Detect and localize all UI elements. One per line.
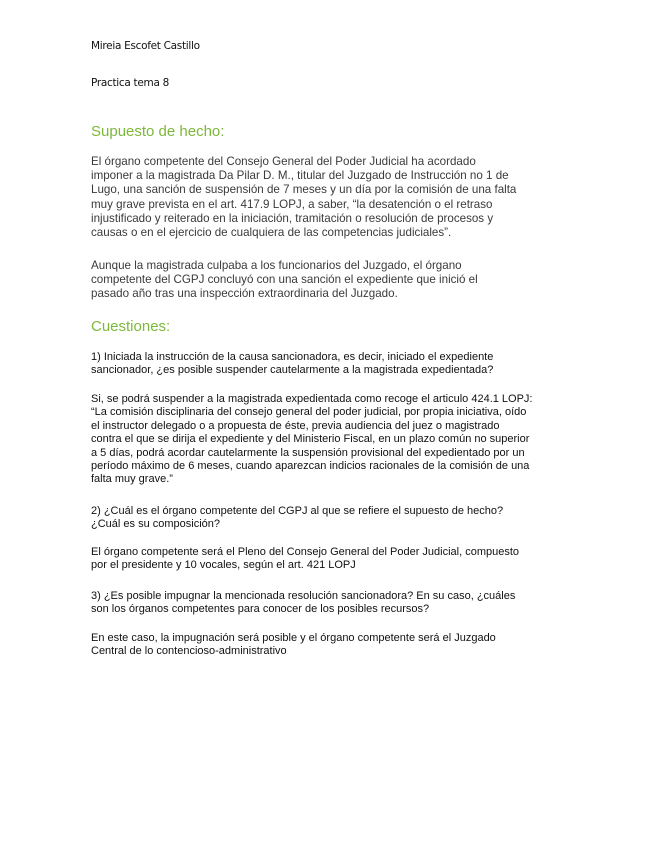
facts-paragraph-1: El órgano competente del Consejo General del Poder Judicial ha acordado imponer a la magistrada Da Pilar D. M., titular del Juzgado de Instrucción no 1 de Lugo, una sanción de suspensión de 7 meses y un día por la comisión de una falta muy grave prevista en el art. 417.9 LOPJ, a saber, “la desatención o el retraso injustificado y reiterado en la iniciación, tramitación o resolución de procesos y causas o en el ejercicio de cualquiera de las competencias judiciales”. — [91, 155, 517, 240]
answer-1: Si, se podrá suspender a la magistrada expedientada como recoge el articulo 424.1 LOPJ: “La comisión disciplinaria del consejo general del poder judicial, por propia iniciativa, oído el instructor delegado o a propuesta de éste, previa audiencia del juez o magistrado contra el que se dirija el expediente y del Ministerio Fiscal, en un plazo común no superior a 5 días, podrá acordar cautelarmente la suspensión provisional del expedientado por un período máximo de 6 meses, cuando aparezcan indicios racionales de la comisión de una falta muy grave.” — [91, 393, 533, 486]
document-subtitle: Practica tema 8 — [91, 77, 170, 89]
answer-3: En este caso, la impugnación será posible y el órgano competente será el Juzgado Central de lo contencioso-administrativo — [91, 632, 496, 658]
author-name: Mireia Escofet Castillo — [91, 40, 200, 52]
facts-paragraph-2: Aunque la magistrada culpaba a los funcionarios del Juzgado, el órgano competente del CGPJ concluyó con una sanción el expediente que inició el pasado año tras una inspección extraordinaria del Juzgado. — [91, 259, 478, 301]
section-heading-facts: Supuesto de hecho: — [91, 123, 225, 140]
section-heading-questions: Cuestiones: — [91, 318, 171, 335]
answer-2: El órgano competente será el Pleno del Consejo General del Poder Judicial, compuesto por el presidente y 10 vocales, según el art. 421 LOPJ — [91, 546, 520, 572]
question-1: 1) Iniciada la instrucción de la causa sancionadora, es decir, iniciado el expediente sancionador, ¿es posible suspender cautelarmente a la magistrada expedientada? — [91, 351, 494, 377]
question-3: 3) ¿Es posible impugnar la mencionada resolución sancionadora? En su caso, ¿cuáles son los órganos competentes para conocer de los posibles recursos? — [91, 590, 516, 616]
question-2: 2) ¿Cuál es el órgano competente del CGPJ al que se refiere el supuesto de hecho? ¿Cuál es su composición? — [91, 505, 504, 531]
